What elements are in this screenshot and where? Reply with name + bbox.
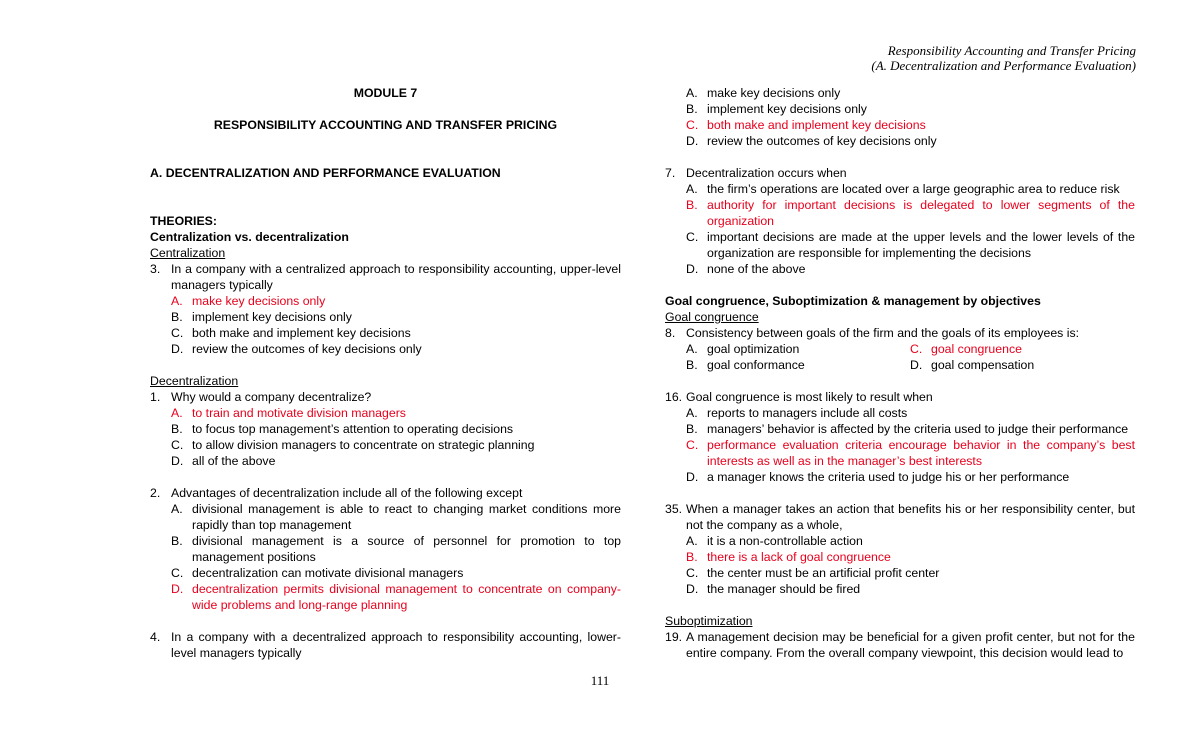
running-header-title: Responsibility Accounting and Transfer Pricing xyxy=(887,43,1136,58)
question-number: 4. xyxy=(150,630,161,644)
answer-option-row xyxy=(665,357,1135,373)
question-number: 7. xyxy=(665,166,676,180)
question-4 xyxy=(150,629,621,661)
answer-option: D. none of the above xyxy=(686,262,806,276)
question-19 xyxy=(665,629,1135,661)
right-column xyxy=(665,85,1135,661)
question-text: Goal congruence is most likely to result when xyxy=(686,390,933,404)
page-number: 111 xyxy=(590,673,610,688)
answer-option: D. a manager knows the criteria used to judge his or her performance xyxy=(686,470,1070,484)
answer-option: B. goal conformance xyxy=(686,358,805,372)
question-number: 3. xyxy=(150,262,161,276)
answer-option: C. the center must be an artificial profit center xyxy=(686,566,940,580)
question-8 xyxy=(665,325,1135,341)
section-heading: A. DECENTRALIZATION AND PERFORMANCE EVALUATION xyxy=(150,166,501,180)
answer-option: D. goal compensation xyxy=(910,358,1035,372)
answer-option: B. divisional management is a source of personnel for promotion to top management positions xyxy=(171,534,621,564)
question-7 xyxy=(665,165,1135,181)
answer-option: C. both make and implement key decisions xyxy=(686,118,926,132)
answer-option: A. it is a non-controllable action xyxy=(686,534,863,548)
answer-option: A. to train and motivate division managers xyxy=(171,406,406,420)
answer-option: D. review the outcomes of key decisions only xyxy=(171,342,422,356)
question-text: Advantages of decentralization include all of the following except xyxy=(171,486,523,500)
question-number: 2. xyxy=(150,486,161,500)
question-16 xyxy=(665,389,1135,405)
question-text: In a company with a decentralized approach to responsibility accounting, lower-level managers typically xyxy=(171,630,621,660)
answer-option: B. to focus top management’s attention to operating decisions xyxy=(171,422,514,436)
answer-option: D. review the outcomes of key decisions only xyxy=(686,134,937,148)
question-number: 16. xyxy=(665,390,683,404)
topic-heading: Centralization vs. decentralization xyxy=(150,230,349,244)
subheading-centralization: Centralization xyxy=(150,246,226,260)
question-text: When a manager takes an action that benefits his or her responsibility center, but not the company as a whole, xyxy=(686,502,1135,532)
subheading-decentralization: Decentralization xyxy=(150,374,239,388)
answer-option-row xyxy=(665,341,1135,357)
answer-option: A. the firm’s operations are located over a large geographic area to reduce risk xyxy=(686,182,1120,196)
running-header xyxy=(871,43,1136,73)
question-text: In a company with a centralized approach to responsibility accounting, upper-level managers typically xyxy=(171,262,621,292)
running-header-subtitle: (A. Decentralization and Performance Evaluation) xyxy=(871,58,1136,73)
answer-option: B. there is a lack of goal congruence xyxy=(686,550,891,564)
answer-option: C. performance evaluation criteria encourage behavior in the company’s best interests as well as in the manager’s best interests xyxy=(686,438,1135,468)
question-1 xyxy=(150,389,621,405)
theories-heading: THEORIES: xyxy=(150,214,217,228)
subheading-suboptimization: Suboptimization xyxy=(665,614,753,628)
answer-option: B. managers’ behavior is affected by the criteria used to judge their performance xyxy=(686,422,1129,436)
answer-option: A. make key decisions only xyxy=(171,294,326,308)
answer-option: A. make key decisions only xyxy=(686,86,841,100)
answer-option: C. decentralization can motivate divisional managers xyxy=(171,566,464,580)
answer-option: B. implement key decisions only xyxy=(171,310,352,324)
answer-option: C. important decisions are made at the upper levels and the lower levels of the organization are responsible for implementing the decisions xyxy=(686,230,1135,260)
question-35 xyxy=(665,501,1135,533)
answer-option: A. divisional management is able to react to changing market conditions more rapidly than top management xyxy=(171,502,621,532)
subheading-goal-congruence: Goal congruence xyxy=(665,310,759,324)
answer-option: B. implement key decisions only xyxy=(686,102,867,116)
question-number: 8. xyxy=(665,326,676,340)
answer-option: D. all of the above xyxy=(171,454,276,468)
document-title: RESPONSIBILITY ACCOUNTING AND TRANSFER PRICING xyxy=(213,118,558,132)
question-text: A management decision may be beneficial for a given profit center, but not for the entire company. From the overall company viewpoint, this decision would lead to xyxy=(686,630,1135,660)
answer-option: D. decentralization permits divisional management to concentrate on company-wide problems and long-range planning xyxy=(171,582,621,612)
question-text: Decentralization occurs when xyxy=(686,166,847,180)
answer-option: D. the manager should be fired xyxy=(686,582,861,596)
question-number: 19. xyxy=(665,630,683,644)
question-3 xyxy=(150,261,621,293)
question-number: 1. xyxy=(150,390,161,404)
answer-option: C. to allow division managers to concentrate on strategic planning xyxy=(171,438,535,452)
answer-option: B. authority for important decisions is delegated to lower segments of the organization xyxy=(686,198,1135,228)
left-column xyxy=(150,85,621,661)
question-number: 35. xyxy=(665,502,683,516)
answer-option: A. goal optimization xyxy=(686,342,800,356)
question-text: Consistency between goals of the firm and the goals of its employees is: xyxy=(686,326,1080,340)
question-text: Why would a company decentralize? xyxy=(171,390,372,404)
module-title: MODULE 7 xyxy=(353,86,418,100)
answer-option: A. reports to managers include all costs xyxy=(686,406,908,420)
answer-option: C. both make and implement key decisions xyxy=(171,326,411,340)
answer-option: C. goal congruence xyxy=(910,342,1022,356)
question-2 xyxy=(150,485,621,501)
topic-heading-goal: Goal congruence, Suboptimization & management by objectives xyxy=(665,294,1041,308)
